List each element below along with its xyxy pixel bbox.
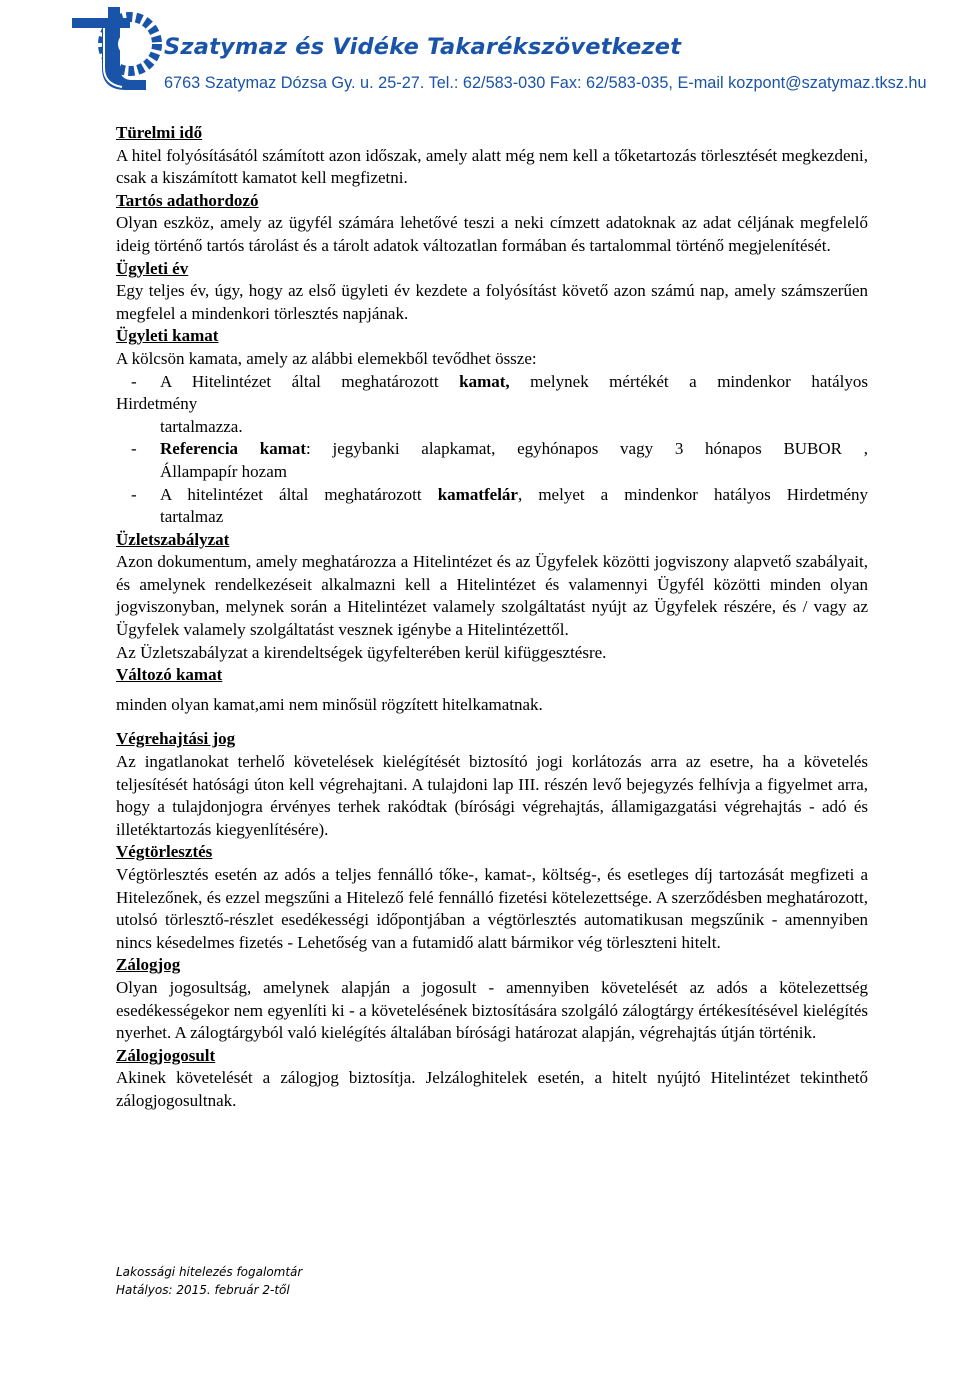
text-zalogjogosult: Akinek követelését a zálogjog biztosítja. Jelzáloghitelek esetén, a hitelt nyújtó Hitelintézet tekinthető zálogjogosultnak.: [116, 1068, 868, 1110]
page-footer: [116, 1263, 302, 1299]
footer-effective-date: Hatályos: 2015. február 2-től: [116, 1283, 290, 1297]
heading-uzletszabalyzat: Üzletszabályzat: [116, 529, 230, 549]
text-vegtorlesztes: Végtörlesztés esetén az adós a teljes fennálló tőke-, kamat-, költség-, és esetleges díj tartozását megfizeti a Hitelezőnek, és ezzel megszűni a Hitelező felé fennálló fizetési kötelezettsége. A szerződésben meghatározott, utolsó törlesztő-részlet esedékességi időpontjában a végtörlesztés automatikusan megszűnik - amennyiben nincs késedelmes fizetés - Lehetőség van a futamidő alatt bármikor vég törleszteni hitelt.: [116, 865, 868, 952]
list-item: [116, 438, 868, 461]
bold-term: kamatfelár: [437, 484, 518, 504]
text-ugyleti-ev: Egy teljes év, úgy, hogy az első ügyleti év kezdete a folyósítást követő azon számú nap, amely számszerűen megfelel a mindenkori törlesztés napjának.: [116, 281, 868, 323]
list-item-line: Referencia kamat: jegybanki alapkamat, egyhónapos vagy 3 hónapos BUBOR ,: [160, 439, 868, 459]
text-valtozo-kamat: minden olyan kamat,ami nem minősül rögzített hitelkamatnak.: [116, 694, 543, 714]
heading-ugyleti-ev: Ügyleti év: [116, 258, 189, 278]
list-item: [116, 371, 868, 394]
list-dash: -: [131, 371, 137, 391]
bold-term: Referencia kamat: [160, 439, 307, 459]
list-item-continuation: tartalmaz: [160, 507, 224, 527]
organization-name: Szatymaz és Vidéke Takarékszövetkezet: [164, 34, 682, 60]
heading-tartos-adathordozo: Tartós adathordozó: [116, 190, 259, 210]
text-tartos-adathordozo: Olyan eszköz, amely az ügyfél számára lehetővé teszi a neki címzett adatoknak az adat céljának megfelelő ideig történő tartós tárolást és a tárolt adatok változatlan formában és tartalommal történő megjelenítését.: [116, 213, 868, 255]
heading-ugyleti-kamat: Ügyleti kamat: [116, 326, 219, 346]
list-dash: -: [131, 439, 137, 459]
list-item-continuation: Állampapír hozam: [160, 461, 287, 481]
text-vegrehajtasi-jog: Az ingatlanokat terhelő követelések kielégítését biztosító jogi korlátozás arra az esetre, ha a követelés teljesítését hatósági úton kell végrehajtani. A tulajdoni lap III. részén levő bejegyzés felhívja a figyelmet arra, hogy a tulajdonjogra érvényes terhek rakódtak (bírósági végrehajtás, államigazgatási végrehajtás - adó és illetéktartozás kiegyenlítésére).: [116, 752, 868, 839]
list-item-line: A Hitelintézet által meghatározott kamat, melynek mértékét a mindenkor hatályos: [160, 371, 868, 391]
text-uzletszabalyzat: Azon dokumentum, amely meghatározza a Hitelintézet és az Ügyfelek közötti jogviszony alapvető szabályait, és amelynek rendelkezéseit alkalmazni kell a Hitelintézet és valamennyi Ügyfél közötti minden olyan jogviszonyban, melynek során a Hitelintézet valamely szolgáltatást nyújt az Ügyfelek részére, és / vagy az Ügyfelek valamely szolgáltatást vesznek igénybe a Hitelintézettől.: [116, 552, 868, 640]
document-body: [116, 122, 868, 1113]
heading-zalogjogosult: Zálogjogosult: [116, 1045, 216, 1065]
heading-zalogjog: Zálogjog: [116, 955, 181, 975]
cooperative-logo-icon: [64, 2, 164, 94]
list-dash: -: [131, 484, 137, 504]
heading-valtozo-kamat: Változó kamat: [116, 665, 223, 685]
list-item: [116, 484, 868, 507]
list-item-line: A hitelintézet által meghatározott kamatfelár, melyet a mindenkor hatályos Hirdetmény: [160, 484, 868, 504]
text-turelmi-ido: A hitel folyósításától számított azon időszak, amely alatt még nem kell a tőketartozás törlesztését megkezdeni, csak a kiszámított kamatot kell megfizetni.: [116, 145, 868, 188]
heading-turelmi-ido: Türelmi idő: [116, 123, 203, 142]
text-zalogjog: Olyan jogosultság, amelynek alapján a jogosult - amennyiben követelését az adós a kötelezettség esedékességekor nem egyenlíti ki - a követelésének biztosítására szolgáló zálogtárgy értékesítésével kielégítés nyerhet. A zálogtárgyból való kielégítés általában bírósági határozat alapján, végrehajtás útján történik.: [116, 977, 868, 1043]
bold-term: kamat,: [459, 371, 510, 391]
heading-vegrehajtasi-jog: Végrehajtási jog: [116, 729, 236, 749]
text-uzletszabalyzat-2: Az Üzletszabályzat a kirendeltségek ügyfelterében kerül kifüggesztésre.: [116, 642, 607, 662]
footer-title: Lakossági hitelezés fogalomtár: [116, 1265, 303, 1279]
heading-vegtorlesztes: Végtörlesztés: [116, 842, 213, 862]
text-ugyleti-kamat-intro: A kölcsön kamata, amely az alábbi elemekből tevődhet össze:: [116, 348, 537, 368]
organization-contact: 6763 Szatymaz Dózsa Gy. u. 25-27. Tel.: 62/583-030 Fax: 62/583-035, E-mail kozpont@szatymaz.tksz.hu: [164, 74, 927, 92]
list-item-continuation: tartalmazza.: [160, 416, 243, 436]
list-item-continuation: Hirdetmény: [116, 394, 198, 414]
